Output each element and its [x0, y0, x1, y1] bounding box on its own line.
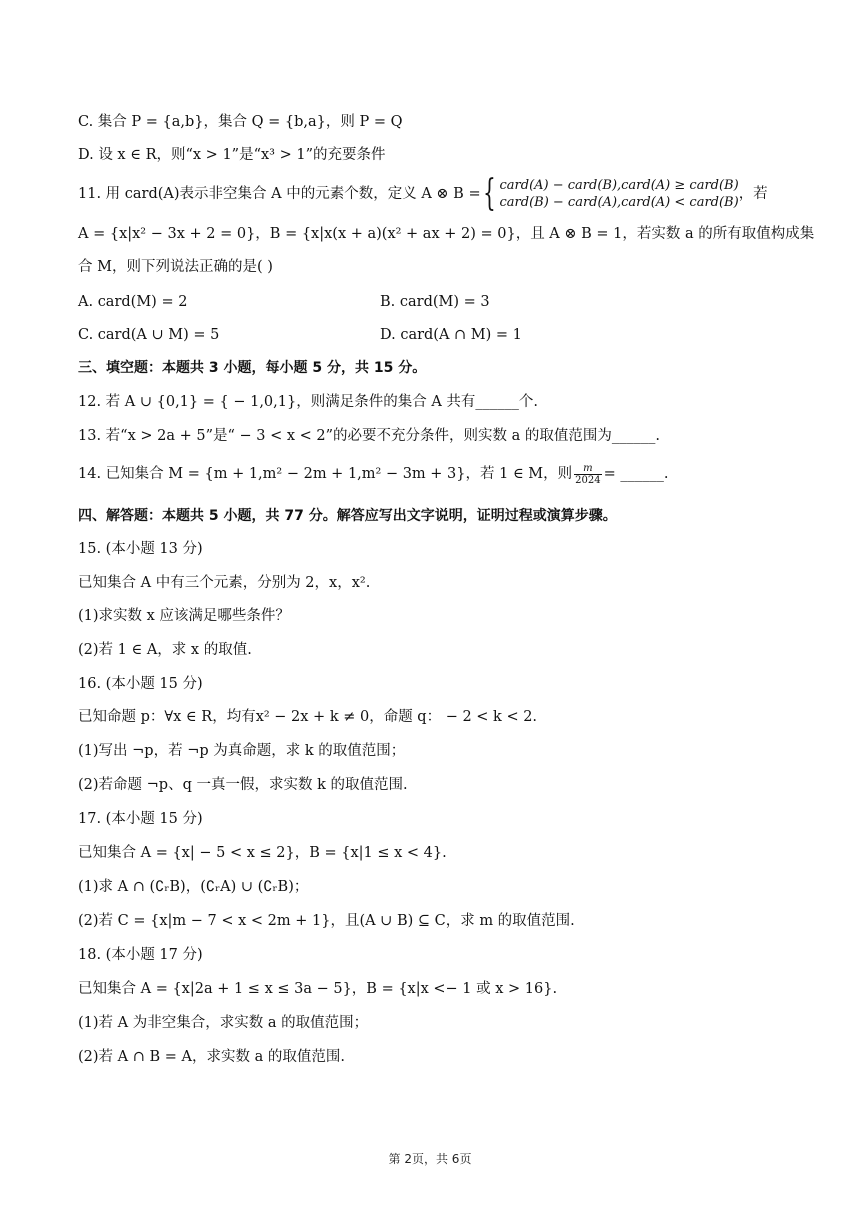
- q10-option-c: C. 集合 P = {a,b}，集合 Q = {b,a}，则 P = Q: [78, 114, 403, 130]
- q12: 12. 若 A ∪ {0,1} = { − 1,0,1}，则满足条件的集合 A 共有______个.: [78, 394, 539, 410]
- q18-stem: 已知集合 A = {x|2a + 1 ≤ x ≤ 3a − 5}，B = {x|x <− 1 或 x > 16}.: [78, 981, 558, 997]
- q15-part1: (1)求实数 x 应该满足哪些条件？: [78, 608, 290, 624]
- q11-stem-line2: A = {x|x² − 3x + 2 = 0}，B = {x|x(x + a)(x² + ax + 2) = 0}，且 A ⊗ B = 1，若实数 a 的所有取值构成集: [78, 226, 815, 242]
- section-answer-heading: 四、解答题：本题共 5 小题，共 77 分。解答应写出文字说明，证明过程或演算步骤。: [78, 508, 617, 524]
- q11-case1: card(A) − card(B),card(A) ≥ card(B): [499, 178, 739, 193]
- q17-stem: 已知集合 A = {x| − 5 < x ≤ 2}，B = {x|1 ≤ x < 4}.: [78, 845, 447, 861]
- q16-part2: (2)若命题 ¬p、q 一真一假，求实数 k 的取值范围.: [78, 777, 408, 793]
- q11-stem-pre: 11. 用 card(A)表示非空集合 A 中的元素个数，定义 A ⊗ B =: [78, 186, 481, 202]
- q11-stem-line1: [78, 173, 768, 214]
- q11-stem-post: ，若: [738, 186, 768, 202]
- q14-frac-den: 2024: [575, 474, 601, 486]
- q17-part2: (2)若 C = {x|m − 7 < x < 2m + 1}，且(A ∪ B) ⊆ C，求 m 的取值范围.: [78, 913, 575, 929]
- q14-pre: 14. 已知集合 M = {m + 1,m² − 2m + 1,m² − 3m + 3}，若 1 ∈ M，则: [78, 466, 573, 482]
- q10-option-d: D. 设 x ∈ R，则“x > 1”是“x³ > 1”的充要条件: [78, 147, 386, 163]
- q16-stem: 已知命题 p：∀x ∈ R，均有x² − 2x + k ≠ 0，命题 q： − 2 < k < 2.: [78, 709, 538, 725]
- q11-option-c: C. card(A ∪ M) = 5: [78, 327, 220, 343]
- q14-frac-num: m: [574, 463, 601, 475]
- q15-stem: 已知集合 A 中有三个元素，分别为 2，x，x².: [78, 575, 371, 591]
- q14-post: = ______.: [603, 466, 669, 482]
- q16-part1: (1)写出 ¬p，若 ¬p 为真命题，求 k 的取值范围；: [78, 743, 406, 759]
- q11-piecewise: [500, 177, 739, 211]
- q14-fraction: [574, 463, 601, 486]
- q11-option-a: A. card(M) = 2: [78, 294, 188, 310]
- q16-heading: 16. (本小题 15 分): [78, 676, 203, 692]
- page-footer: 第 2页，共 6页: [388, 1152, 472, 1166]
- q14: [78, 460, 668, 488]
- q17-heading: 17. (本小题 15 分): [78, 811, 203, 827]
- piecewise-brace: {: [482, 173, 496, 214]
- q11-option-b: B. card(M) = 3: [380, 294, 490, 310]
- q11-stem-line3: 合 M，则下列说法正确的是( ): [78, 259, 273, 275]
- q11-case2: card(B) − card(A),card(A) < card(B): [499, 195, 739, 210]
- section-fill-in-heading: 三、填空题：本题共 3 小题，每小题 5 分，共 15 分。: [78, 360, 427, 376]
- q18-part2: (2)若 A ∩ B = A，求实数 a 的取值范围.: [78, 1049, 345, 1065]
- q15-heading: 15. (本小题 13 分): [78, 541, 203, 557]
- q18-part1: (1)若 A 为非空集合，求实数 a 的取值范围；: [78, 1015, 369, 1031]
- q18-heading: 18. (本小题 17 分): [78, 947, 203, 963]
- q17-part1: (1)求 A ∩ (∁ᵣB)，(∁ᵣA) ∪ (∁ᵣB)；: [78, 879, 309, 895]
- q13: 13. 若“x > 2a + 5”是“ − 3 < x < 2”的必要不充分条件，则实数 a 的取值范围为______.: [78, 428, 661, 444]
- q15-part2: (2)若 1 ∈ A，求 x 的取值.: [78, 642, 252, 658]
- q11-option-d: D. card(A ∩ M) = 1: [380, 327, 522, 343]
